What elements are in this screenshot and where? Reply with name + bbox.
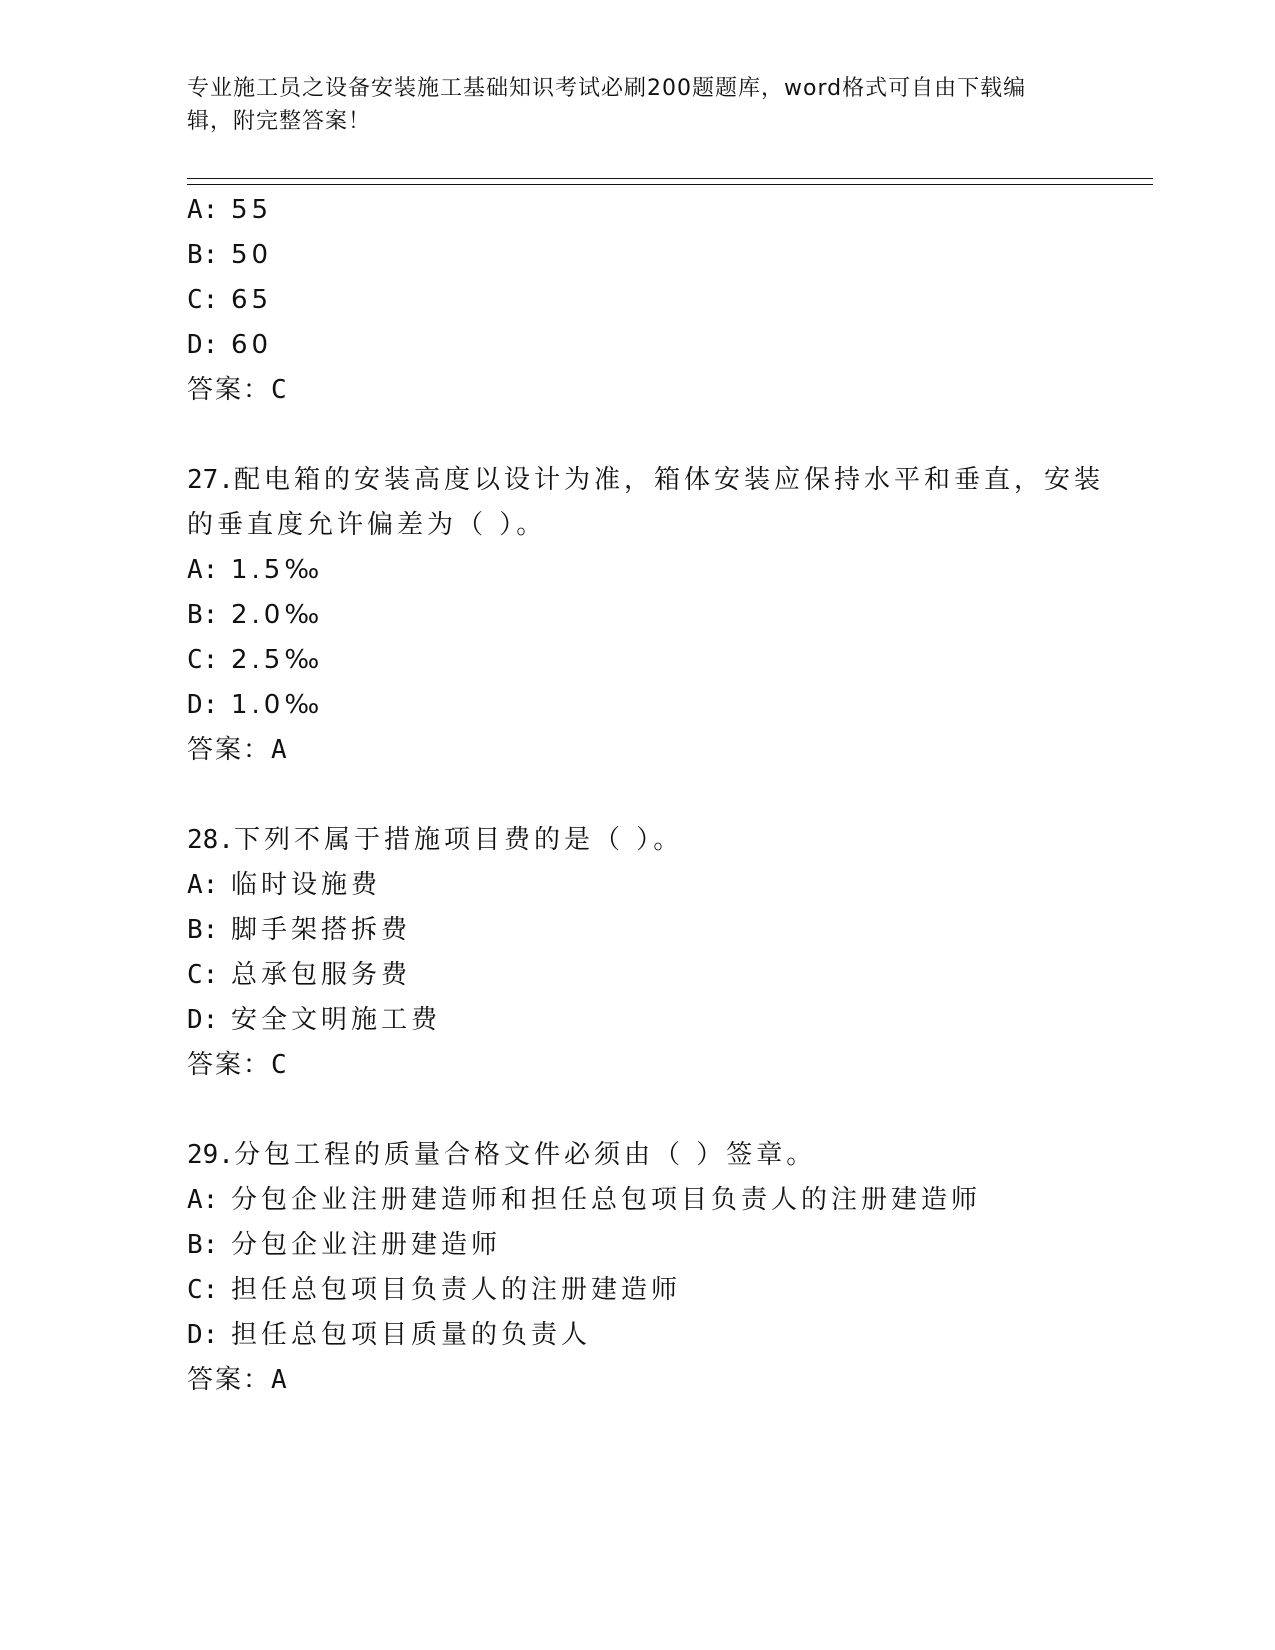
question-27-text: [187, 464, 1104, 496]
header-divider-bottom: [187, 184, 1153, 185]
answer-value: C: [271, 375, 287, 405]
option-prefix: B:: [187, 915, 219, 945]
option-d: [187, 1004, 441, 1036]
option-prefix: C:: [187, 285, 219, 315]
option-prefix: D:: [187, 1005, 219, 1035]
question-28-text: [187, 824, 683, 856]
question-stem: 分包工程的质量合格文件必须由（ ）签章。: [233, 1140, 817, 1170]
option-prefix: C:: [187, 960, 219, 990]
option-b: [187, 1229, 501, 1261]
option-a: [187, 194, 272, 226]
option-text: 临时设施费: [231, 870, 382, 900]
option-c: [187, 959, 411, 991]
answer-label: 答案：: [187, 1365, 272, 1395]
option-a: [187, 1184, 981, 1216]
option-prefix: B:: [187, 240, 219, 270]
option-b: [187, 239, 272, 271]
option-text: 65: [231, 285, 273, 315]
option-a: [187, 554, 323, 586]
option-text: 安全文明施工费: [231, 1005, 442, 1035]
option-text: 担任总包项目负责人的注册建造师: [231, 1275, 682, 1305]
answer-line: [187, 734, 287, 766]
option-prefix: B:: [187, 1230, 219, 1260]
question-number: 28.: [187, 825, 234, 855]
option-prefix: A:: [187, 195, 219, 225]
option-text: 50: [231, 240, 273, 270]
option-text: 1.5‰: [231, 555, 324, 585]
question-stem: 下列不属于措施项目费的是（ ）。: [233, 825, 684, 855]
option-prefix: A:: [187, 555, 219, 585]
option-text: 分包企业注册建造师: [231, 1230, 502, 1260]
option-text: 2.0‰: [231, 600, 324, 630]
option-prefix: B:: [187, 600, 219, 630]
question-number: 29.: [187, 1140, 234, 1170]
option-prefix: A:: [187, 870, 219, 900]
document-header: 专业施工员之设备安装施工基础知识考试必刷200题题库，word格式可自由下载编辑，附完整答案！: [187, 76, 1027, 134]
option-c: [187, 284, 272, 316]
option-d: [187, 689, 323, 721]
question-number: 27.: [187, 465, 234, 495]
answer-label: 答案：: [187, 735, 272, 765]
header-divider-top: [187, 178, 1153, 179]
answer-value: A: [271, 735, 287, 765]
option-prefix: D:: [187, 690, 219, 720]
option-text: 55: [231, 195, 273, 225]
question-27-text-continued: 的垂直度允许偏差为（ ）。: [187, 510, 547, 540]
answer-value: A: [271, 1365, 287, 1395]
answer-value: C: [271, 1050, 287, 1080]
answer-label: 答案：: [187, 1050, 272, 1080]
option-a: [187, 869, 381, 901]
option-b: [187, 914, 411, 946]
option-text: 总承包服务费: [231, 960, 412, 990]
answer-line: [187, 1049, 287, 1081]
option-c: [187, 1274, 681, 1306]
answer-line: [187, 374, 287, 406]
option-text: 2.5‰: [231, 645, 324, 675]
option-text: 担任总包项目质量的负责人: [231, 1320, 592, 1350]
question-stem: 配电箱的安装高度以设计为准，箱体安装应保持水平和垂直，安装: [233, 465, 1104, 495]
option-d: [187, 1319, 591, 1351]
option-prefix: D:: [187, 1320, 219, 1350]
option-prefix: D:: [187, 330, 219, 360]
answer-label: 答案：: [187, 375, 272, 405]
answer-line: [187, 1364, 287, 1396]
option-prefix: A:: [187, 1185, 219, 1215]
option-prefix: C:: [187, 645, 219, 675]
option-prefix: C:: [187, 1275, 219, 1305]
option-text: 1.0‰: [231, 690, 324, 720]
option-b: [187, 599, 323, 631]
option-text: 分包企业注册建造师和担任总包项目负责人的注册建造师: [231, 1185, 982, 1215]
option-c: [187, 644, 323, 676]
option-text: 脚手架搭拆费: [231, 915, 412, 945]
option-d: [187, 329, 272, 361]
option-text: 60: [231, 330, 273, 360]
question-29-text: [187, 1139, 816, 1171]
